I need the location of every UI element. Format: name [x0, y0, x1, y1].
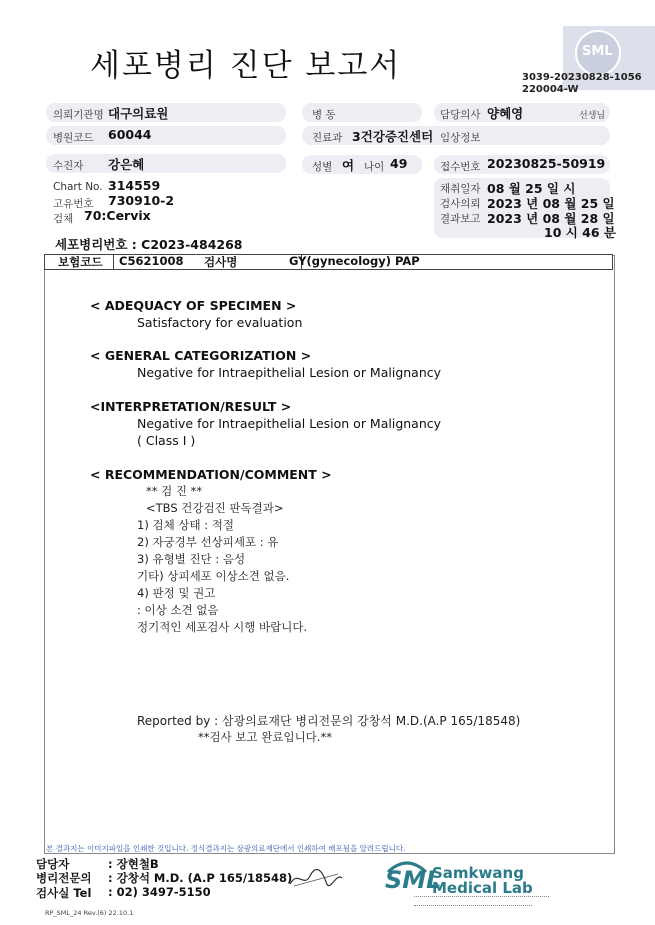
result-panel	[44, 255, 615, 854]
cytopathology-number: 세포병리번호 : C2023-484268	[55, 237, 243, 252]
document-number-line2: 220004-W	[522, 84, 579, 95]
adequacy-heading: < ADEQUACY OF SPECIMEN >	[90, 298, 297, 313]
pathologist-value: : 강창석 M.D. (A.P 165/18548)	[108, 871, 293, 885]
lab-tel-value: : 02) 3497-5150	[108, 885, 211, 899]
general-heading: < GENERAL CATEGORIZATION >	[90, 348, 312, 363]
pathologist-signature	[288, 866, 344, 890]
specimen-label: 검체	[53, 213, 74, 225]
dept-label: 진료과	[312, 132, 343, 144]
reported-by: Reported by : 삼광의료재단 병리전문의 강창석 M.D.(A.P 165/18548)	[137, 714, 521, 728]
sex-label: 성별	[312, 161, 333, 173]
test-name-label: 검사명	[204, 255, 238, 269]
clinical-info-label: 임상정보	[440, 132, 481, 144]
manager-label: 담당자	[36, 857, 70, 871]
dept-value: 3건강증진센터	[352, 129, 434, 144]
patient-label: 수진자	[53, 160, 84, 172]
rec-line: 정기적인 세포검사 시행 바랍니다.	[137, 620, 308, 634]
hospital-code-label: 병원코드	[53, 132, 94, 144]
brand-sml: SML	[385, 866, 442, 894]
institution-label: 의뢰기관명	[53, 109, 104, 121]
report-date-value: 2023 년 08 월 28 일	[487, 211, 615, 226]
adequacy-text: Satisfactory for evaluation	[137, 315, 303, 330]
request-date-label: 검사의뢰	[440, 198, 481, 210]
report-date-label: 결과보고	[440, 213, 481, 225]
report-time-value: 10 시 46 분	[544, 225, 616, 240]
request-date-value: 2023 년 08 월 25 일	[487, 196, 615, 211]
chart-no-value: 314559	[108, 178, 161, 193]
interpretation-text: Negative for Intraepithelial Lesion or Malignancy	[137, 416, 442, 431]
unique-no-label: 고유번호	[53, 198, 94, 210]
doctor-value: 양혜영	[487, 106, 524, 121]
collect-date-value: 08 월 25 일 시	[487, 181, 576, 196]
rec-line: 3) 유형별 진단 : 음성	[137, 552, 246, 566]
rec-line: 4) 판정 및 권고	[137, 586, 216, 600]
sml-logo-text: SML	[582, 44, 613, 59]
brand-name-line2: Medical Lab	[432, 879, 533, 897]
doctor-label: 담당의사	[440, 109, 481, 121]
lab-tel-label: 검사실 Tel	[36, 886, 92, 900]
rec-line: ** 검 진 **	[146, 484, 203, 498]
general-text: Negative for Intraepithelial Lesion or Malignancy	[137, 365, 442, 380]
institution-value: 대구의료원	[108, 106, 169, 121]
age-label: 나이	[364, 161, 385, 173]
rec-line: 1) 검체 상태 : 적절	[137, 518, 234, 532]
rec-line: 기타) 상피세포 이상소견 없음.	[137, 569, 290, 583]
age-value: 49	[390, 156, 408, 171]
manager-value: : 장현철B	[108, 857, 159, 871]
sex-value: 여	[342, 158, 355, 173]
brand-name-line1: Samkwang	[432, 864, 524, 882]
patient-value: 강은혜	[108, 157, 145, 172]
rec-line: : 이상 소견 없음	[137, 603, 219, 617]
hospital-code-value: 60044	[108, 127, 152, 142]
ward-label: 병 동	[312, 109, 336, 121]
pathologist-label: 병리전문의	[36, 871, 92, 885]
interpretation-heading: <INTERPRETATION/RESULT >	[90, 399, 292, 414]
rec-line: <TBS 건강검진 판독결과>	[146, 501, 284, 515]
address-line	[414, 905, 532, 909]
receipt-label: 접수번호	[440, 161, 481, 173]
document-number-line1: 3039-20230828-1056	[522, 72, 642, 83]
ins-code-value: C5621008	[119, 254, 184, 268]
report-title: 세포병리 진단 보고서	[90, 48, 402, 84]
chart-no-label: Chart No.	[53, 181, 103, 193]
collect-date-label: 채취일자	[440, 183, 481, 195]
unique-no-value: 730910-2	[108, 193, 175, 208]
doctor-suffix: 선생님	[579, 111, 606, 121]
form-code: RP_SML_24 Rev.(6) 22.10.1	[45, 909, 134, 917]
address-line	[414, 896, 549, 900]
report-complete: **검사 보고 완료입니다.**	[198, 730, 332, 744]
interpretation-class: ( Class I )	[137, 433, 196, 448]
recommendation-heading: < RECOMMENDATION/COMMENT >	[90, 467, 332, 482]
print-notice: 본 결과지는 이미지파일을 인쇄한 것입니다. 정식결과지는 삼광의료재단에서 인쇄하여 배포됨을 알려드립니다.	[46, 844, 406, 853]
rec-line: 2) 자궁경부 선상피세포 : 유	[137, 535, 279, 549]
receipt-value: 20230825-50919	[487, 156, 606, 171]
ins-code-label: 보험코드	[58, 255, 103, 269]
test-name-value: GY(gynecology) PAP	[289, 254, 420, 268]
specimen-value: 70:Cervix	[84, 208, 151, 223]
